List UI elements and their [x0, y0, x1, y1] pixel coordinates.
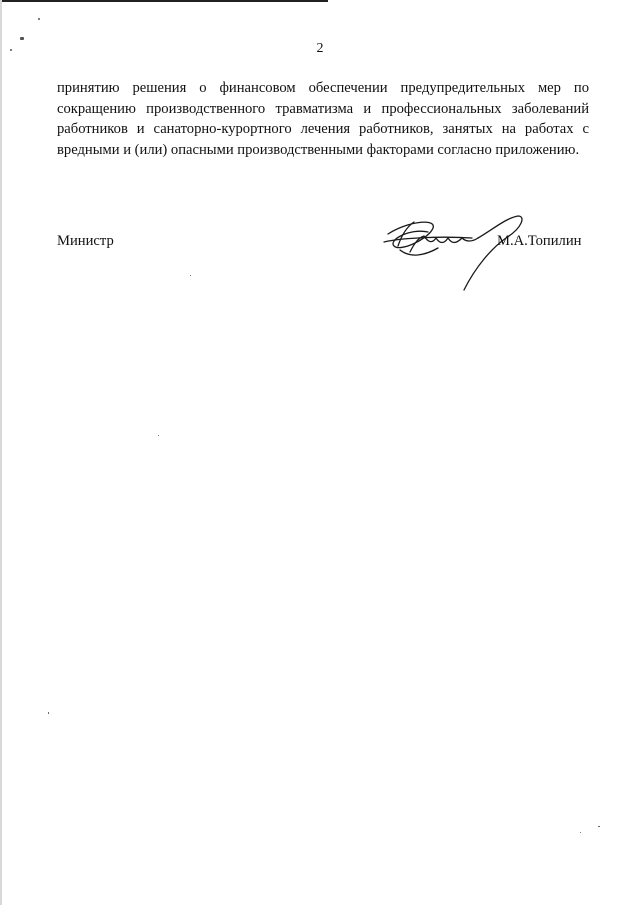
scan-speck: [20, 37, 24, 40]
page-number: 2: [316, 41, 324, 56]
scan-speck: [190, 275, 191, 276]
scan-speck: [598, 826, 600, 827]
scan-speck: [48, 712, 49, 714]
left-edge-line: [0, 0, 2, 905]
scan-speck: [38, 18, 40, 20]
top-edge-line: [0, 0, 328, 2]
scan-speck: [158, 435, 159, 436]
handwritten-signature: [380, 208, 530, 298]
signatory-name: М.А.Топилин: [497, 233, 582, 249]
signatory-title: Министр: [57, 233, 114, 249]
scan-speck: [580, 832, 581, 833]
body-paragraph: принятию решения о финансовом обеспечении предупредительных мер по сокращению производственного травматизма и профессиональных заболеваний работников и санаторно-курортного лечения работников, занятых на работах с вредными и (или) опасными производственными факторами согласно приложению.: [57, 80, 589, 158]
